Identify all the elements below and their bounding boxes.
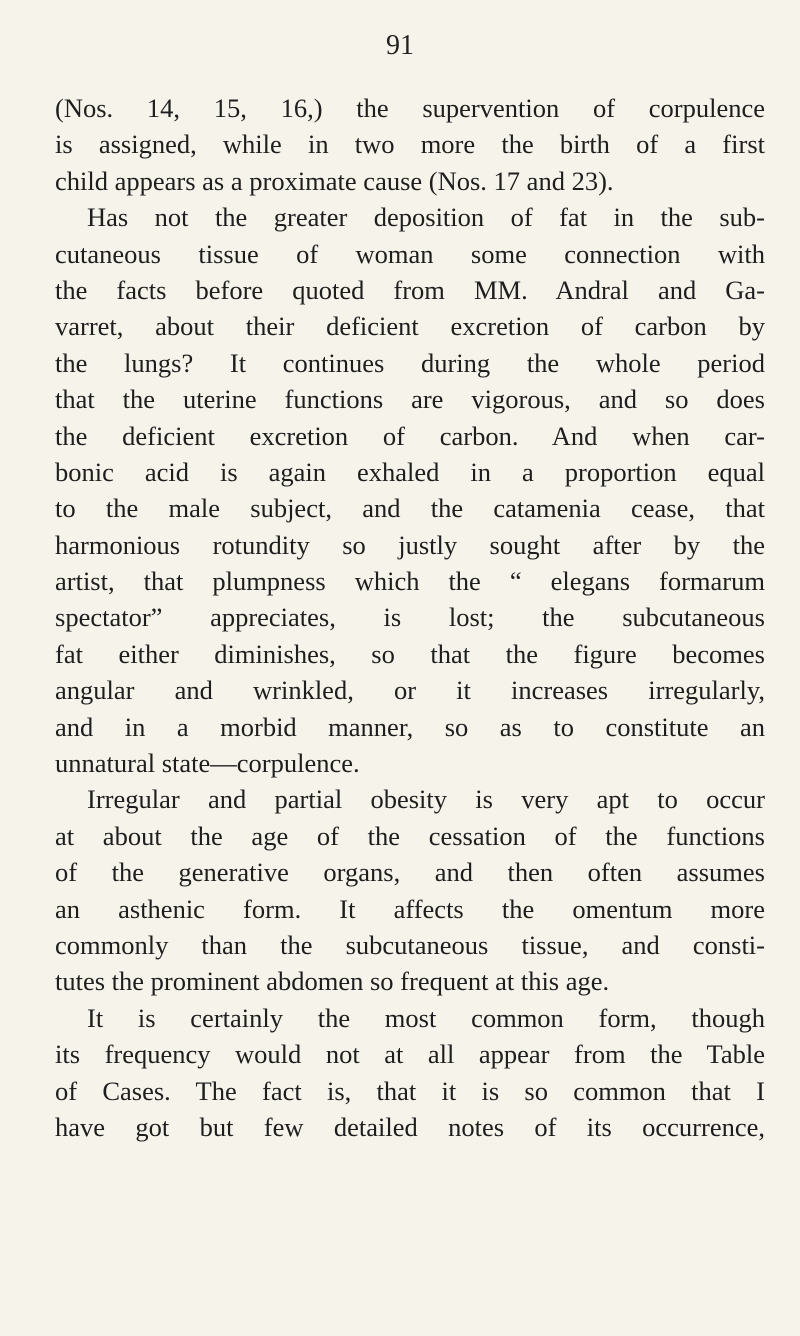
text-line: to the male subject, and the catamenia cease, that — [55, 493, 765, 524]
text-line: the lungs? It continues during the whole period — [55, 347, 765, 378]
text-line: cutaneous tissue of woman some connection with — [55, 238, 765, 269]
text-line: of the generative organs, and then often assumes — [55, 857, 765, 888]
text-line: and in a morbid manner, so as to constitute an — [55, 711, 765, 742]
body-text — [55, 90, 765, 1145]
text-line: bonic acid is again exhaled in a proportion equal — [55, 456, 765, 487]
text-line: It is certainly the most common form, though — [87, 1002, 765, 1033]
text-line: unnatural state—corpulence. — [55, 748, 360, 779]
text-line: the facts before quoted from MM. Andral and Ga- — [55, 274, 765, 305]
text-line: fat either diminishes, so that the figure becomes — [55, 638, 765, 669]
text-line: at about the age of the cessation of the functions — [55, 820, 765, 851]
text-line: tutes the prominent abdomen so frequent at this age. — [55, 966, 610, 997]
text-line: spectator” appreciates, is lost; the subcutaneous — [55, 602, 765, 633]
text-line: an asthenic form. It affects the omentum more — [55, 893, 765, 924]
text-line: child appears as a proximate cause (Nos. 17 and 23). — [55, 165, 614, 196]
text-line: of Cases. The fact is, that it is so common that I — [55, 1075, 765, 1106]
text-line: harmonious rotundity so justly sought after by the — [55, 529, 765, 560]
text-line: commonly than the subcutaneous tissue, and consti- — [55, 929, 765, 960]
text-line: angular and wrinkled, or it increases irregularly, — [55, 675, 765, 706]
text-line: varret, about their deficient excretion of carbon by — [55, 311, 765, 342]
text-line: artist, that plumpness which the “ elegans formarum — [55, 566, 765, 597]
text-line: (Nos. 14, 15, 16,) the supervention of corpulence — [55, 93, 765, 123]
text-line: Irregular and partial obesity is very apt to occur — [87, 784, 765, 815]
text-line: is assigned, while in two more the birth of a first — [55, 129, 765, 160]
text-line: that the uterine functions are vigorous, and so does — [55, 384, 765, 415]
text-line: its frequency would not at all appear from the Table — [55, 1039, 765, 1070]
text-line: the deficient excretion of carbon. And when car- — [55, 420, 765, 451]
page-number: 91 — [386, 30, 414, 61]
text-line: Has not the greater deposition of fat in the sub- — [87, 202, 765, 233]
text-line: have got but few detailed notes of its occurrence, — [55, 1111, 765, 1142]
